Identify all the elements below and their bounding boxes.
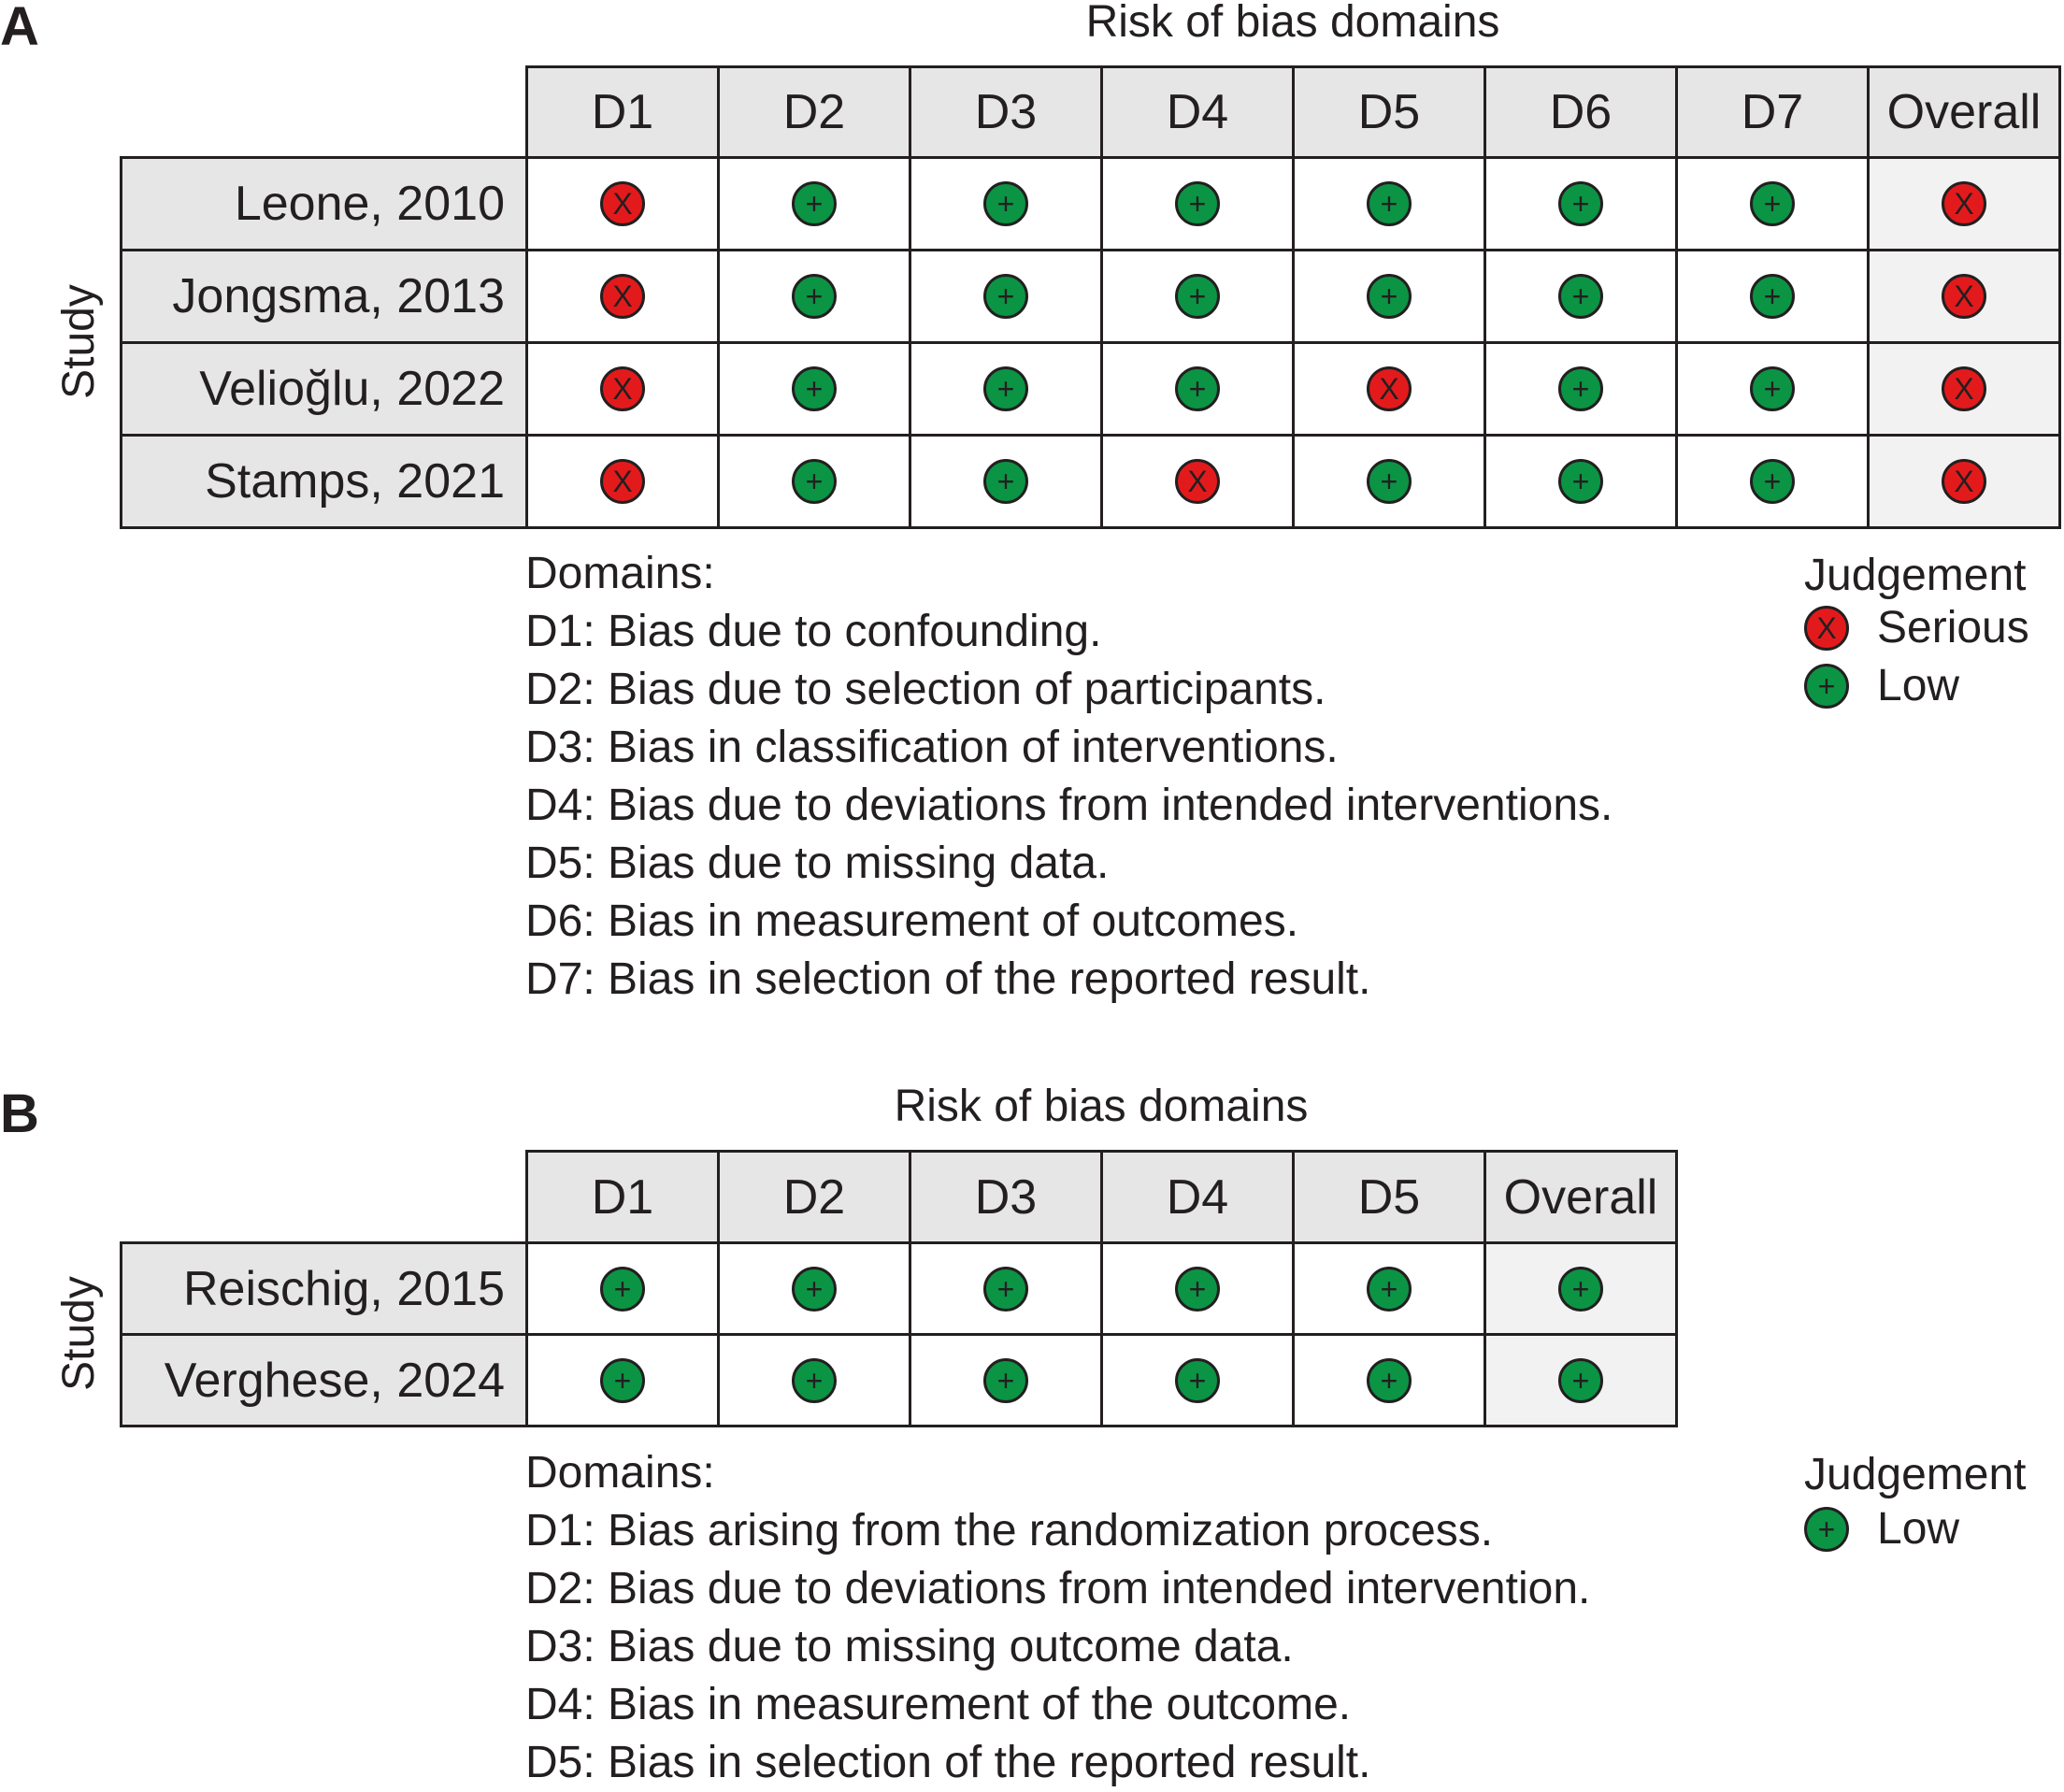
judgement-cell xyxy=(1867,434,2061,529)
column-header: D4 xyxy=(1100,65,1295,159)
low-judgement-mark: + xyxy=(1558,459,1603,504)
domain-description: D1: Bias arising from the randomization process. xyxy=(525,1506,1494,1555)
y-axis-label: Study xyxy=(53,1275,104,1391)
low-judgement-mark: + xyxy=(983,274,1028,319)
judgement-cell xyxy=(1100,434,1295,529)
low-judgement-mark: + xyxy=(983,366,1028,411)
judgement-cell xyxy=(1292,434,1486,529)
study-label: Velioğlu, 2022 xyxy=(120,341,528,437)
legend-label: Serious xyxy=(1877,603,2029,652)
serious-judgement-mark: X xyxy=(600,366,645,411)
low-judgement-mark: + xyxy=(1558,274,1603,319)
domain-description: D5: Bias due to missing data. xyxy=(525,839,1110,888)
judgement-cell xyxy=(909,1241,1103,1336)
judgement-cell xyxy=(1100,341,1295,437)
low-judgement-mark: + xyxy=(1750,181,1795,226)
low-judgement-mark: + xyxy=(1175,1267,1220,1312)
column-header: D7 xyxy=(1675,65,1870,159)
domain-description: D5: Bias in selection of the reported result. xyxy=(525,1738,1371,1787)
study-label: Jongsma, 2013 xyxy=(120,249,528,344)
low-judgement-mark: + xyxy=(983,181,1028,226)
legend-title: Judgement xyxy=(1804,1450,2027,1499)
judgement-cell xyxy=(1675,434,1870,529)
column-header: D2 xyxy=(717,1150,911,1244)
serious-judgement-mark: X xyxy=(1942,366,1986,411)
judgement-cell xyxy=(525,1241,720,1336)
judgement-cell xyxy=(1867,341,2061,437)
low-judgement-mark: + xyxy=(1175,366,1220,411)
low-judgement-mark: + xyxy=(1175,274,1220,319)
judgement-cell xyxy=(1675,249,1870,344)
column-header: D3 xyxy=(909,1150,1103,1244)
legend-label: Low xyxy=(1877,661,1960,710)
serious-judgement-mark: X xyxy=(600,274,645,319)
judgement-cell xyxy=(1867,156,2061,251)
column-header: Overall xyxy=(1484,1150,1678,1244)
judgement-cell xyxy=(525,434,720,529)
study-label: Leone, 2010 xyxy=(120,156,528,251)
judgement-cell xyxy=(1292,1333,1486,1427)
low-judgement-mark: + xyxy=(1750,459,1795,504)
column-header: D6 xyxy=(1484,65,1678,159)
judgement-cell xyxy=(1484,1333,1678,1427)
serious-judgement-mark: X xyxy=(1942,459,1986,504)
low-judgement-mark: + xyxy=(792,366,837,411)
low-judgement-mark: + xyxy=(600,1358,645,1403)
domain-description: D6: Bias in measurement of outcomes. xyxy=(525,896,1299,946)
domain-description: D2: Bias due to selection of participants. xyxy=(525,665,1326,714)
low-judgement-mark: + xyxy=(1367,181,1412,226)
judgement-cell xyxy=(909,156,1103,251)
judgement-cell xyxy=(909,341,1103,437)
domains-heading: Domains: xyxy=(525,549,715,598)
judgement-cell xyxy=(1484,249,1678,344)
column-header: Overall xyxy=(1867,65,2061,159)
low-judgement-mark: + xyxy=(1367,1267,1412,1312)
domain-description: D7: Bias in selection of the reported result. xyxy=(525,954,1371,1004)
low-judgement-mark: + xyxy=(1558,181,1603,226)
judgement-cell xyxy=(1484,434,1678,529)
judgement-cell xyxy=(1484,341,1678,437)
judgement-cell xyxy=(1675,156,1870,251)
legend-item xyxy=(1804,660,1959,711)
domain-description: D4: Bias due to deviations from intended interventions. xyxy=(525,781,1613,830)
judgement-cell xyxy=(717,1333,911,1427)
low-judgement-mark: + xyxy=(1558,366,1603,411)
domain-description: D1: Bias due to confounding. xyxy=(525,607,1102,656)
low-judgement-mark: + xyxy=(792,274,837,319)
judgement-cell xyxy=(1292,249,1486,344)
judgement-cell xyxy=(909,434,1103,529)
legend-title: Judgement xyxy=(1804,551,2027,600)
low-judgement-mark: + xyxy=(983,1267,1028,1312)
judgement-cell xyxy=(1675,341,1870,437)
low-judgement-mark: + xyxy=(983,459,1028,504)
judgement-cell xyxy=(717,341,911,437)
chart-title: Risk of bias domains xyxy=(894,1082,1309,1131)
low-judgement-mark: + xyxy=(600,1267,645,1312)
judgement-cell xyxy=(909,249,1103,344)
low-judgement-mark: + xyxy=(1367,274,1412,319)
column-header: D1 xyxy=(525,65,720,159)
column-header: D1 xyxy=(525,1150,720,1244)
panel-letter: B xyxy=(0,1083,39,1144)
serious-judgement-mark: X xyxy=(1942,274,1986,319)
low-judgement-mark: + xyxy=(1750,366,1795,411)
column-header: D4 xyxy=(1100,1150,1295,1244)
judgement-cell xyxy=(525,249,720,344)
domain-description: D4: Bias in measurement of the outcome. xyxy=(525,1680,1352,1729)
study-label: Reischig, 2015 xyxy=(120,1241,528,1336)
judgement-cell xyxy=(1484,156,1678,251)
low-judgement-mark: + xyxy=(1750,274,1795,319)
judgement-cell xyxy=(1292,156,1486,251)
low-judgement-mark: + xyxy=(1175,181,1220,226)
serious-judgement-mark: X xyxy=(1942,181,1986,226)
judgement-cell xyxy=(1100,249,1295,344)
judgement-cell xyxy=(717,156,911,251)
study-label: Stamps, 2021 xyxy=(120,434,528,529)
judgement-cell xyxy=(1484,1241,1678,1336)
judgement-cell xyxy=(1100,1241,1295,1336)
study-label: Verghese, 2024 xyxy=(120,1333,528,1427)
serious-judgement-mark: X xyxy=(1367,366,1412,411)
low-judgement-mark: + xyxy=(1558,1358,1603,1403)
legend-label: Low xyxy=(1877,1504,1960,1554)
low-judgement-mark: + xyxy=(1175,1358,1220,1403)
judgement-cell xyxy=(1292,1241,1486,1336)
judgement-cell xyxy=(717,434,911,529)
low-judgement-mark: + xyxy=(792,1267,837,1312)
legend-item xyxy=(1804,1503,1959,1555)
y-axis-label: Study xyxy=(53,283,104,399)
judgement-cell xyxy=(909,1333,1103,1427)
judgement-cell xyxy=(525,156,720,251)
chart-title: Risk of bias domains xyxy=(1085,0,1500,47)
judgement-cell xyxy=(717,1241,911,1336)
domain-description: D3: Bias due to missing outcome data. xyxy=(525,1622,1294,1671)
low-judgement-mark: + xyxy=(1558,1267,1603,1312)
legend-low-icon: + xyxy=(1804,1507,1849,1552)
judgement-cell xyxy=(1100,156,1295,251)
serious-judgement-mark: X xyxy=(600,181,645,226)
serious-judgement-mark: X xyxy=(600,459,645,504)
column-header: D3 xyxy=(909,65,1103,159)
low-judgement-mark: + xyxy=(792,181,837,226)
panel-letter: A xyxy=(0,0,39,57)
judgement-cell xyxy=(1100,1333,1295,1427)
serious-judgement-mark: X xyxy=(1175,459,1220,504)
judgement-cell xyxy=(717,249,911,344)
low-judgement-mark: + xyxy=(792,1358,837,1403)
domain-description: D3: Bias in classification of interventions. xyxy=(525,723,1339,772)
domains-heading: Domains: xyxy=(525,1448,715,1498)
legend-low-icon: + xyxy=(1804,664,1849,709)
judgement-cell xyxy=(525,341,720,437)
column-header: D5 xyxy=(1292,65,1486,159)
low-judgement-mark: + xyxy=(1367,1358,1412,1403)
low-judgement-mark: + xyxy=(983,1358,1028,1403)
legend-serious-icon: X xyxy=(1804,606,1849,651)
judgement-cell xyxy=(525,1333,720,1427)
low-judgement-mark: + xyxy=(1367,459,1412,504)
judgement-cell xyxy=(1867,249,2061,344)
low-judgement-mark: + xyxy=(792,459,837,504)
column-header: D5 xyxy=(1292,1150,1486,1244)
legend-item xyxy=(1804,602,2029,653)
judgement-cell xyxy=(1292,341,1486,437)
domain-description: D2: Bias due to deviations from intended intervention. xyxy=(525,1564,1591,1613)
column-header: D2 xyxy=(717,65,911,159)
